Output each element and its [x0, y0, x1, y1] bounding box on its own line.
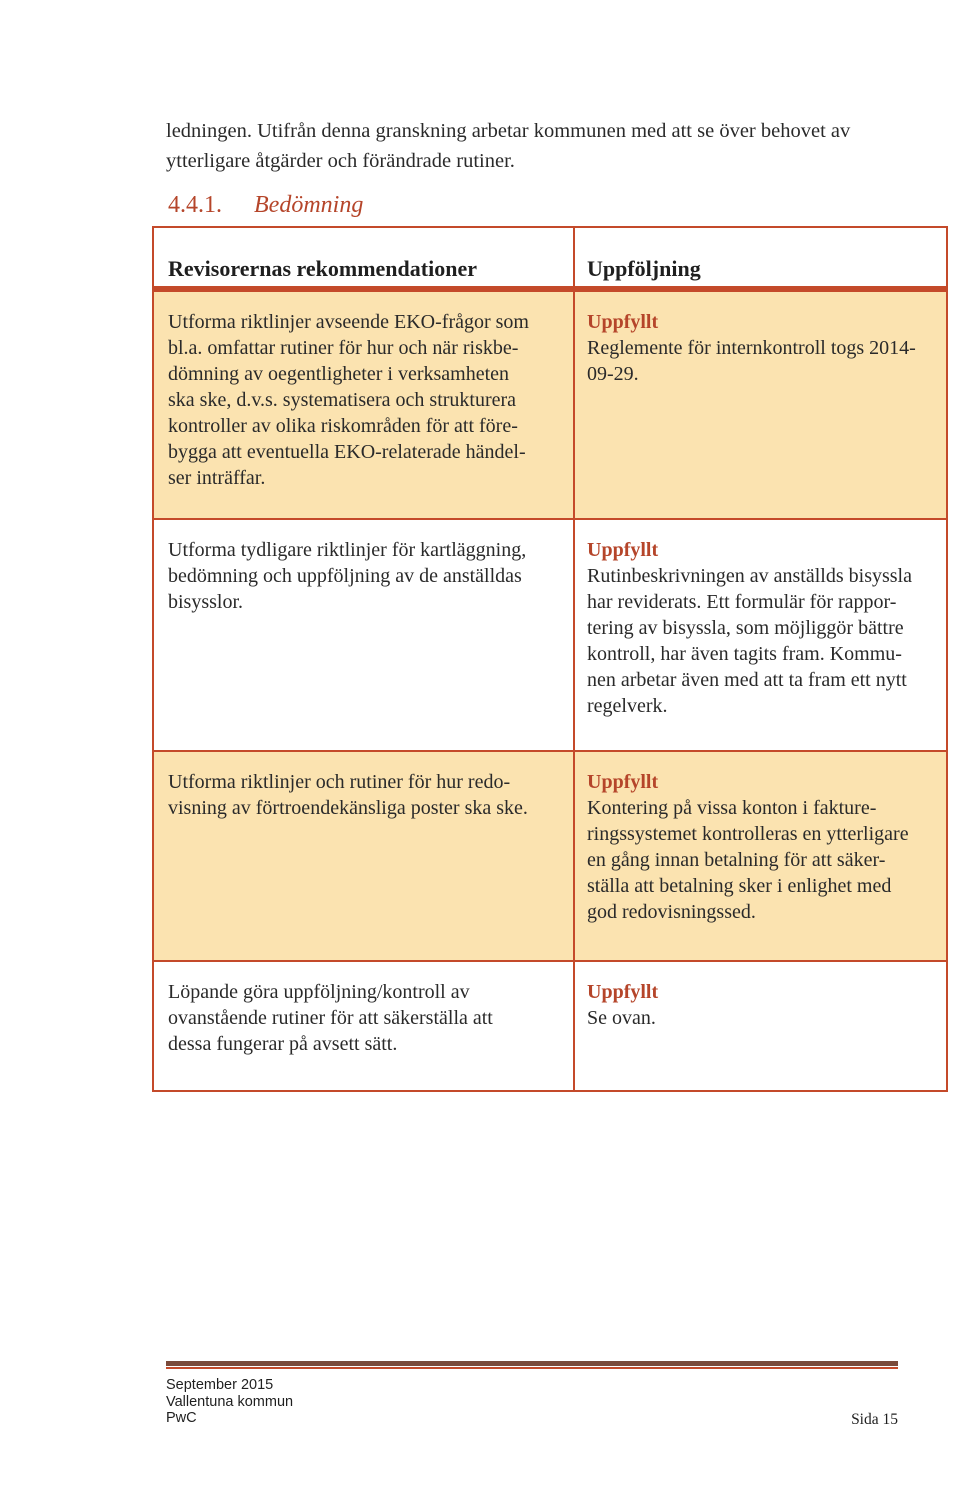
cell-line: Utforma tydligare riktlinjer för kartläggning, — [168, 539, 527, 561]
table-header-row — [154, 228, 946, 288]
cell-line: Kontering på vissa konton i fakture- — [587, 797, 877, 819]
recommendation-cell — [154, 752, 573, 960]
cell-line: Utforma riktlinjer och rutiner för hur redo- — [168, 771, 511, 793]
cell-line: visning av förtroendekänsliga poster ska ske. — [168, 797, 528, 819]
cell-line: ska ske, d.v.s. systematisera och strukturera — [168, 389, 517, 411]
followup-cell — [573, 520, 946, 750]
cell-line: bygga att eventuella EKO-relaterade händel- — [168, 441, 526, 463]
status-label: Uppfyllt — [587, 539, 659, 561]
status-label: Uppfyllt — [587, 981, 659, 1003]
table-row — [154, 962, 946, 1090]
cell-line: bisysslor. — [168, 591, 244, 613]
recommendation-cell — [154, 292, 573, 518]
cell-line: har reviderats. Ett formulär för rappor- — [587, 591, 897, 613]
followup-cell — [573, 752, 946, 960]
recommendation-cell — [154, 520, 573, 750]
cell-line: Se ovan. — [587, 1007, 656, 1029]
cell-line: kontroller av olika riskområden för att före- — [168, 415, 518, 437]
recommendation-cell — [154, 962, 573, 1090]
cell-line: Utforma riktlinjer avseende EKO-frågor som — [168, 311, 529, 333]
footer-organization: Vallentuna kommun — [166, 1393, 294, 1410]
intro-paragraph — [166, 116, 926, 176]
cell-line: Reglemente för internkontroll togs 2014- — [587, 337, 916, 359]
section-title: Bedömning — [254, 192, 364, 218]
cell-line: Rutinbeskrivningen av anställds bisyssla — [587, 565, 912, 587]
status-label: Uppfyllt — [587, 311, 659, 333]
intro-line: ledningen. Utifrån denna granskning arbetar kommunen med att se över behovet av — [166, 120, 851, 142]
followup-cell — [573, 962, 946, 1090]
cell-line: dessa fungerar på avsett sätt. — [168, 1033, 398, 1055]
section-heading — [168, 192, 363, 219]
section-number: 4.4.1. — [168, 192, 222, 218]
header-followup: Uppföljning — [587, 256, 701, 281]
cell-line: Löpande göra uppföljning/kontroll av — [168, 981, 470, 1003]
footer-divider — [166, 1361, 898, 1366]
table-row — [154, 292, 946, 518]
cell-line: nen arbetar även med att ta fram ett nytt — [587, 669, 907, 691]
cell-line: god redovisningssed. — [587, 901, 756, 923]
cell-line: bl.a. omfattar rutiner för hur och när riskbe- — [168, 337, 519, 359]
cell-line: ser inträffar. — [168, 467, 266, 489]
table-header-cell — [154, 228, 573, 288]
cell-line: ovanstående rutiner för att säkerställa att — [168, 1007, 493, 1029]
table-header-cell — [573, 228, 946, 288]
cell-line: bedömning och uppföljning av de anställdas — [168, 565, 522, 587]
footer-info — [166, 1377, 293, 1427]
header-recommendations: Revisorernas rekommendationer — [168, 256, 477, 281]
cell-line: tering av bisyssla, som möjliggör bättre — [587, 617, 904, 639]
footer-divider-accent — [166, 1367, 898, 1369]
intro-line: ytterligare åtgärder och förändrade rutiner. — [166, 150, 515, 172]
status-label: Uppfyllt — [587, 771, 659, 793]
followup-cell — [573, 292, 946, 518]
cell-line: regelverk. — [587, 695, 668, 717]
cell-line: kontroll, har även tagits fram. Kommu- — [587, 643, 902, 665]
footer-date: September 2015 — [166, 1377, 274, 1393]
cell-line: 09-29. — [587, 363, 639, 385]
table-row — [154, 520, 946, 750]
footer-firm: PwC — [166, 1410, 197, 1426]
cell-line: ställa att betalning sker i enlighet med — [587, 875, 892, 897]
page-number: Sida 15 — [851, 1411, 898, 1428]
recommendations-table — [152, 226, 948, 1092]
cell-line: en gång innan betalning för att säker- — [587, 849, 886, 871]
table-row — [154, 752, 946, 960]
cell-line: dömning av oegentligheter i verksamheten — [168, 363, 510, 385]
cell-line: ringssystemet kontrolleras en ytterligare — [587, 823, 909, 845]
